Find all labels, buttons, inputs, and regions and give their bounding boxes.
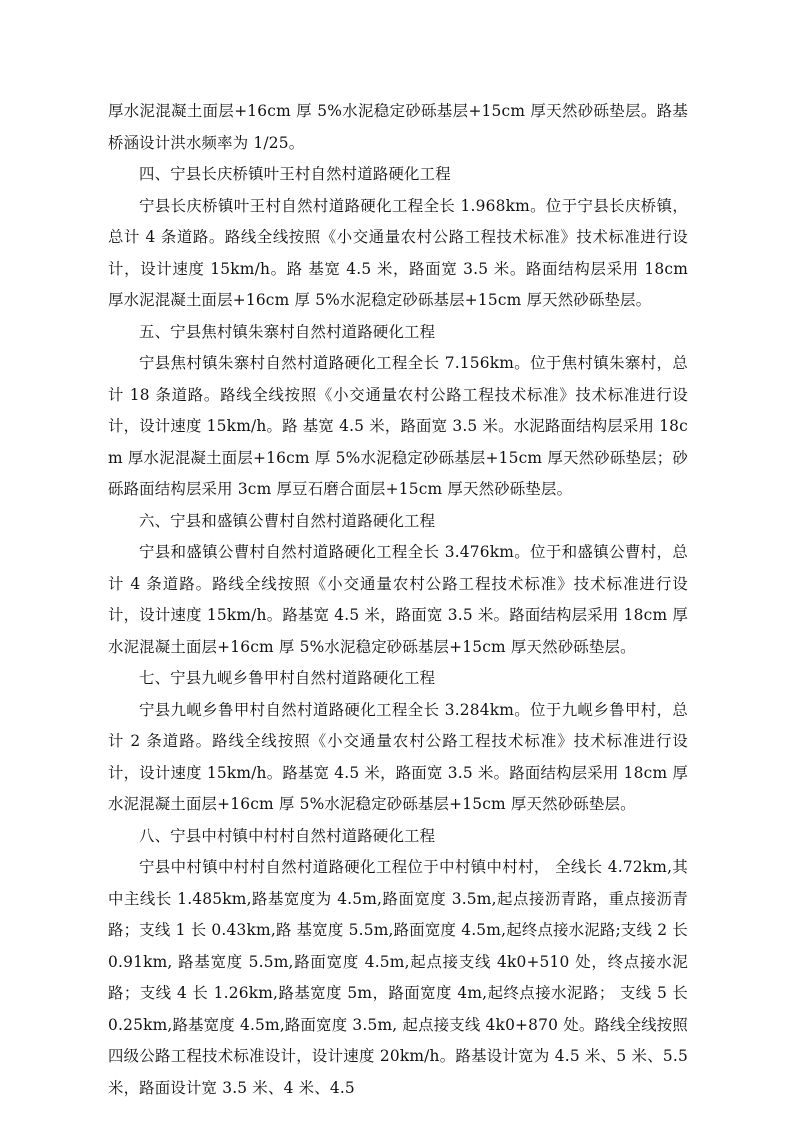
section-body-8: 宁县中村镇中村村自然村道路硬化工程位于中村镇中村村， 全线长 4.72km,其中主线长 1.485km,路基宽度为 4.5m,路面宽度 3.5m,起点接沥青路，重点接沥青路；支线 1 长 0.43km,路 基宽度 5.5m,路面宽度 4.5m,起终点接水泥路;支线 2 长 0.91km, 路基宽度 5.5m,路面宽度 4.5m,起点接支线 4k0+510 处，终点接水泥路；支线 4 长 1.26km,路基宽度 5m，路面宽度 4m,起终点接水泥路； 支线 5 长 0.25km,路基宽度 4.5m,路面宽度 3.5m, 起点接支线 4k0+870 处。路线全线按照四级公路工程技术标准设计，设计速度 20km/h。路基设计宽为 4.5 米、5 米、5.5 米，路面设计宽 3.5 米、4 米、4.5 — [108, 858, 688, 1097]
document-page — [108, 96, 688, 1104]
section-heading-4: 四、宁县长庆桥镇叶王村自然村道路硬化工程 — [139, 165, 451, 183]
paragraph-continuation: 厚水泥混凝土面层+16cm 厚 5%水泥稳定砂砾基层+15cm 厚天然砂砾垫层。路基桥涵设计洪水频率为 1/25。 — [108, 102, 688, 152]
section-heading-7: 七、宁县九岘乡鲁甲村自然村道路硬化工程 — [139, 669, 436, 687]
section-body-6: 宁县和盛镇公曹村自然村道路硬化工程全长 3.476km。位于和盛镇公曹村，总计 4 条道路。路线全线按照《小交通量农村公路工程技术标准》技术标准进行设计，设计速度 15km/h。路基宽 4.5 米，路面宽 3.5 米。路面结构层采用 18cm 厚水泥混凝土面层+16cm 厚 5%水泥稳定砂砾基层+15cm 厚天然砂砾垫层。 — [108, 543, 688, 656]
section-heading-5: 五、宁县焦村镇朱寨村自然村道路硬化工程 — [139, 322, 436, 341]
section-body-4: 宁县长庆桥镇叶王村自然村道路硬化工程全长 1.968km。位于宁县长庆桥镇，总计 4 条道路。路线全线按照《小交通量农村公路工程技术标准》技术标准进行设计，设计速度 15km/h。路 基宽 4.5 米，路面宽 3.5 米。路面结构层采用 18cm 厚水泥混凝土面层+16cm 厚 5%水泥稳定砂砾基层+15cm 厚天然砂砾垫层。 — [108, 196, 688, 309]
section-body-7: 宁县九岘乡鲁甲村自然村道路硬化工程全长 3.284km。位于九岘乡鲁甲村，总计 2 条道路。路线全线按照《小交通量农村公路工程技术标准》技术标准进行设计，设计速度 15km/h。路基宽 4.5 米，路面宽 3.5 米。路面结构层采用 18cm 厚水泥混凝土面层+16cm 厚 5%水泥稳定砂砾基层+15cm 厚天然砂砾垫层。 — [108, 700, 688, 813]
section-heading-6: 六、宁县和盛镇公曹村自然村道路硬化工程 — [139, 511, 436, 530]
section-heading-8: 八、宁县中村镇中村村自然村道路硬化工程 — [139, 826, 436, 845]
section-body-5: 宁县焦村镇朱寨村自然村道路硬化工程全长 7.156km。位于焦村镇朱寨村，总计 18 条道路。路线全线按照《小交通量农村公路工程技术标准》技术标准进行设计，设计速度 15km/h。路 基宽 4.5 米，路面宽 3.5 米。水泥路面结构层采用 18cm 厚水泥混凝土面层+16cm 厚 5%水泥稳定砂砾基层+15cm 厚天然砂砾垫层；砂砾路面结构层采用 3cm 厚豆石磨合面层+15cm 厚天然砂砾垫层。 — [108, 354, 688, 498]
